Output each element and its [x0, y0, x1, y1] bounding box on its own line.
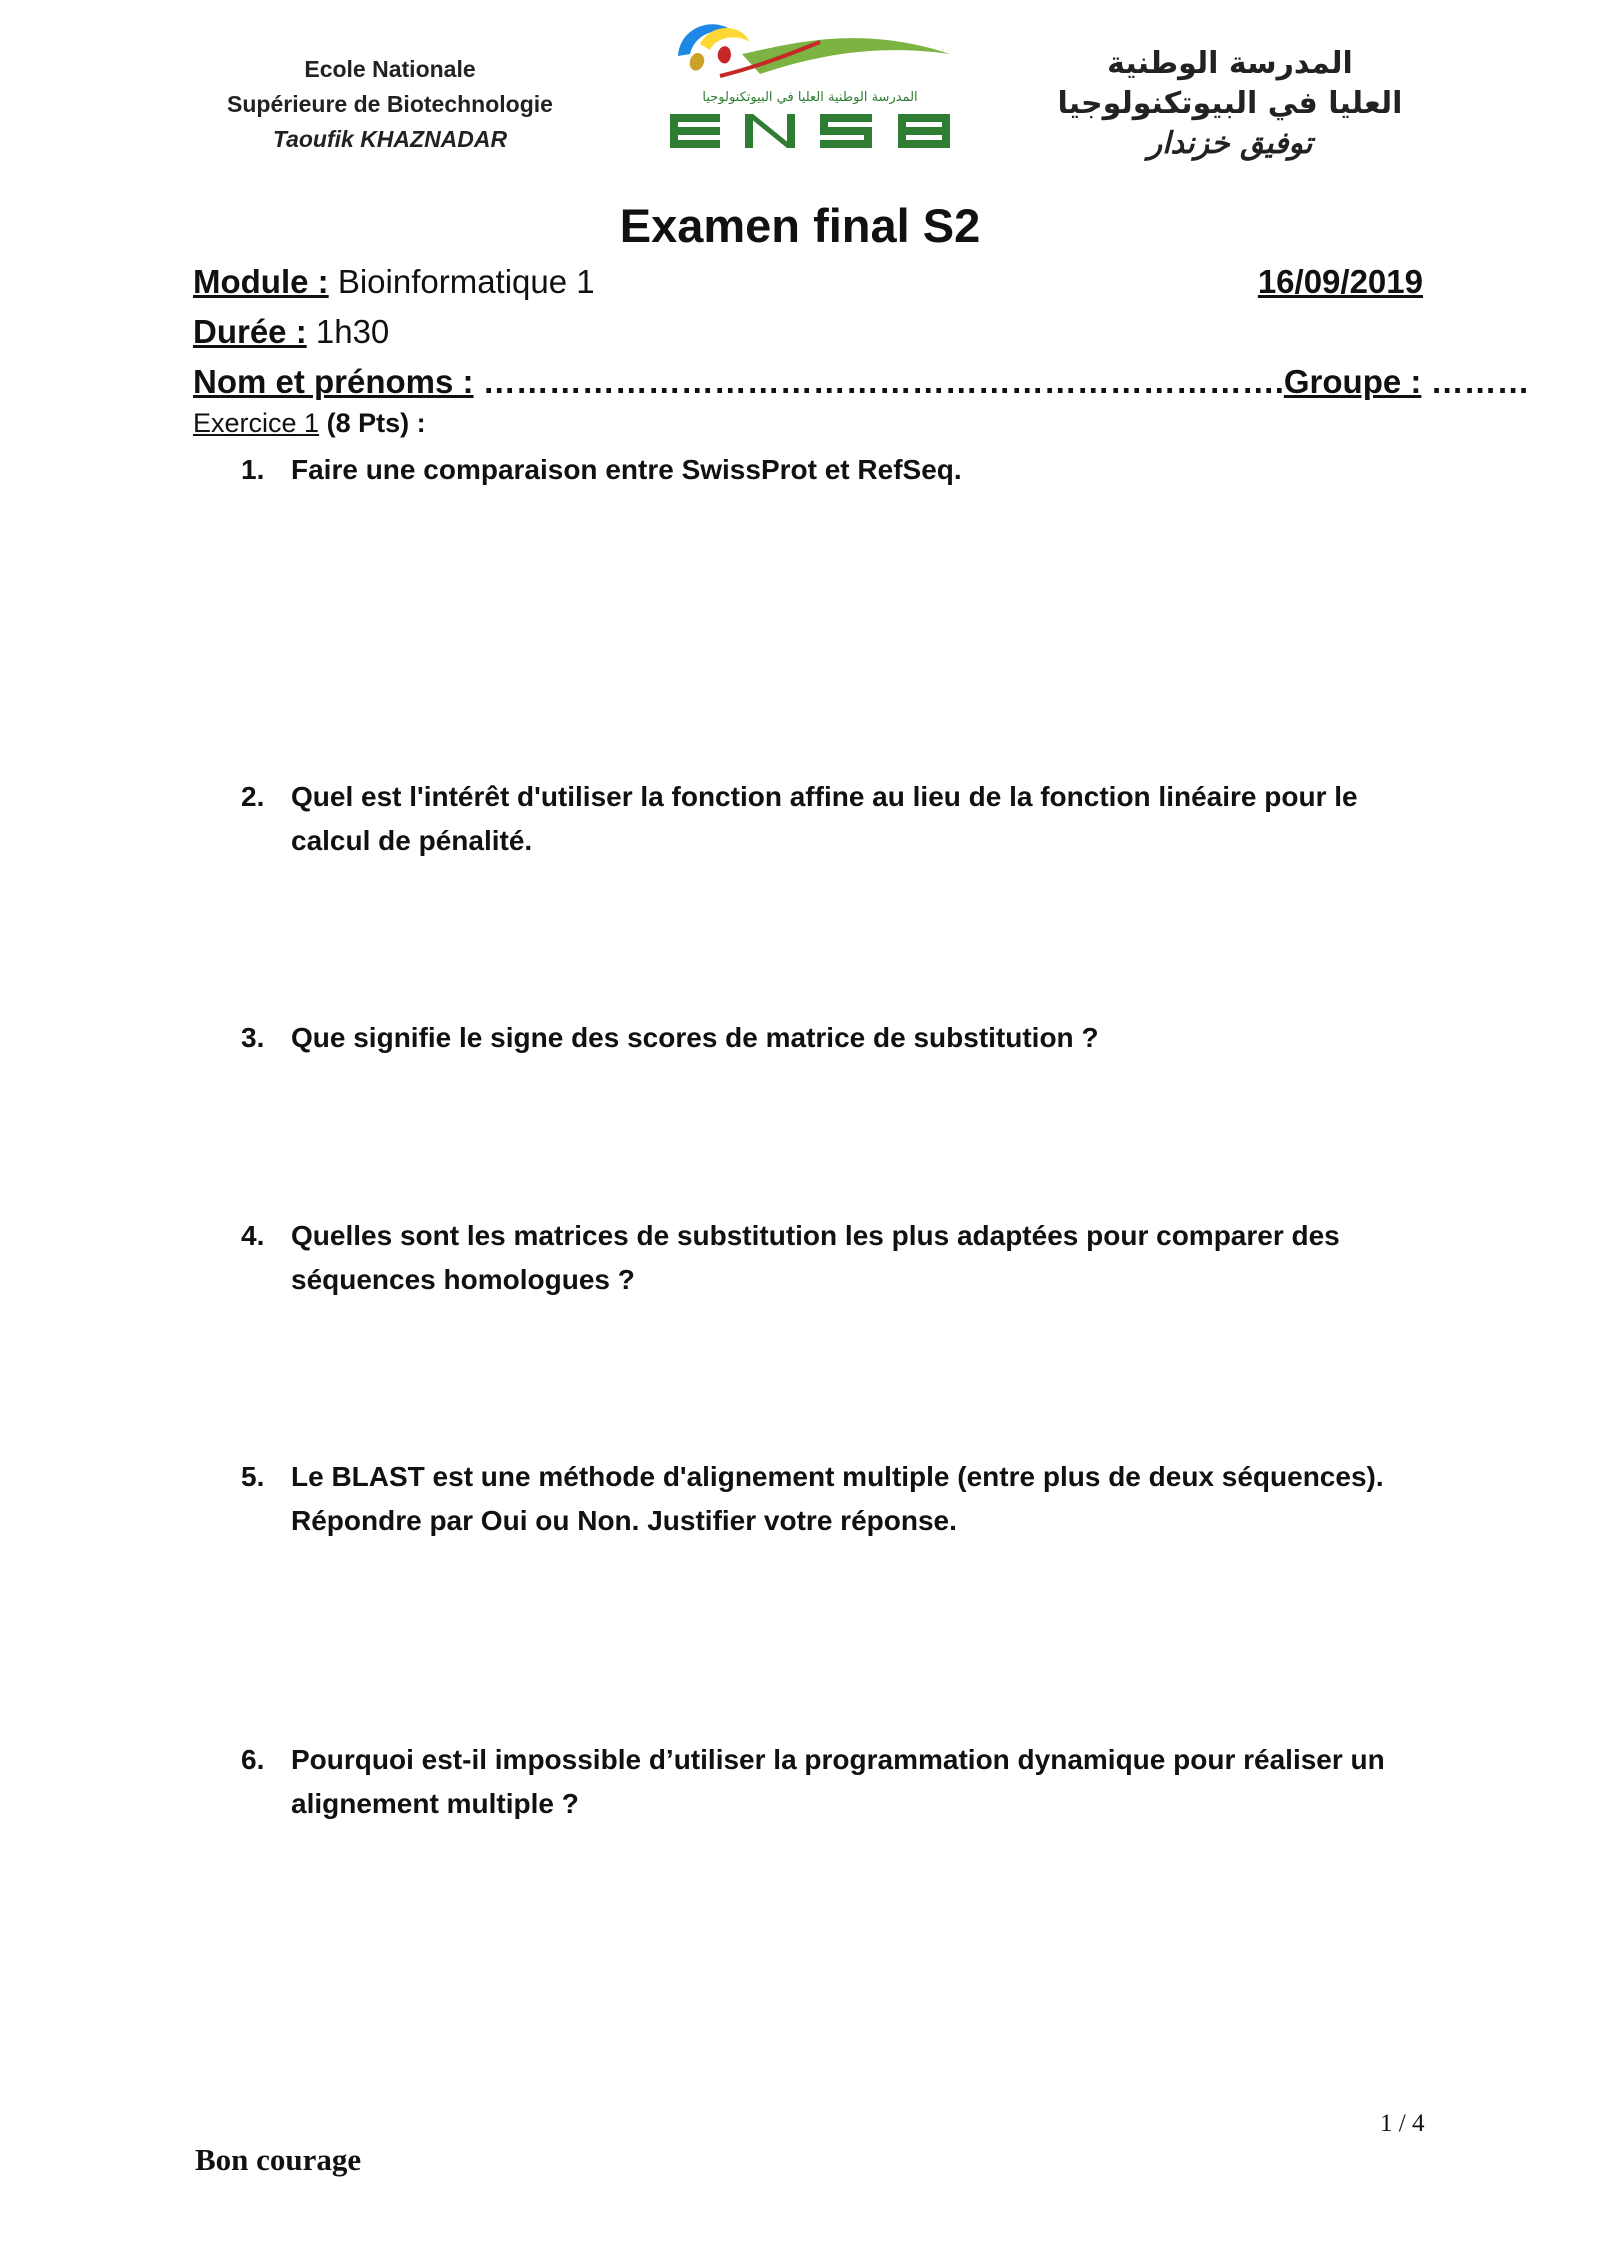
school-name-line-3: Taoufik KHAZNADAR [272, 126, 508, 152]
school-name-line-2: Supérieure de Biotechnologie [227, 91, 553, 117]
question-2 [241, 775, 1421, 863]
school-name-fr [170, 52, 610, 157]
question-text: Le BLAST est une méthode d'alignement multiple (entre plus de deux séquences). Répondre par Oui ou Non. Justifier votre réponse. [291, 1461, 1384, 1536]
school-name-ar [1020, 44, 1440, 164]
school-name-ar-line-1: المدرسة الوطنية [1107, 46, 1353, 81]
question-number: 2. [241, 781, 265, 812]
question-3 [241, 1016, 1421, 1060]
nom-label: Nom et prénoms : [193, 363, 474, 400]
module-value: Bioinformatique 1 [337, 263, 595, 300]
groupe-field[interactable] [1284, 362, 1530, 402]
question-1 [241, 448, 1421, 492]
question-number: 3. [241, 1022, 265, 1053]
question-text: Quel est l'intérêt d'utiliser la fonction affine au lieu de la fonction linéaire pour le calcul de pénalité. [291, 781, 1358, 856]
question-text: Faire une comparaison entre SwissProt et RefSeq. [291, 454, 962, 485]
exercise-label: Exercice 1 [193, 408, 320, 438]
duree-label: Durée : [193, 313, 307, 350]
nom-row [193, 362, 1530, 402]
question-number: 1. [241, 454, 265, 485]
school-name-line-1: Ecole Nationale [304, 56, 476, 82]
footer-text: Bon courage [195, 2142, 362, 2177]
school-name-ar-line-2: العليا في البيوتكنولوجيا [1057, 86, 1403, 121]
logo-arabic-caption: المدرسة الوطنية العليا في البيوتكنولوجيا [702, 90, 918, 105]
module-field [193, 262, 595, 302]
exam-date: 16/09/2019 [1257, 263, 1423, 300]
question-5 [241, 1455, 1421, 1543]
ensb-logo [660, 14, 960, 154]
question-number: 4. [241, 1220, 265, 1251]
nom-blank[interactable]: ………………………………………………………………. [482, 363, 1284, 400]
duree-row [193, 312, 1423, 352]
exercise-points: (8 Pts) : [326, 408, 426, 438]
question-4 [241, 1214, 1421, 1302]
module-row [193, 262, 1423, 302]
module-label: Module : [193, 263, 329, 300]
school-name-ar-line-3: توفيق خزندار [1147, 126, 1313, 161]
question-text: Pourquoi est-il impossible d’utiliser la programmation dynamique pour réaliser un alignement multiple ? [291, 1744, 1385, 1819]
nom-field[interactable] [193, 362, 1284, 402]
groupe-label: Groupe : [1283, 363, 1422, 400]
question-text: Que signifie le signe des scores de matrice de substitution ? [291, 1022, 1099, 1053]
exercise-heading [193, 408, 426, 439]
question-6 [241, 1738, 1421, 1826]
duree-value: 1h30 [315, 313, 390, 350]
exam-title: Examen final S2 [619, 199, 981, 252]
duree-field [193, 312, 389, 352]
page-number: 1 / 4 [1380, 2110, 1425, 2137]
question-number: 6. [241, 1744, 265, 1775]
groupe-blank[interactable]: ……… [1430, 363, 1530, 400]
question-text: Quelles sont les matrices de substitution les plus adaptées pour comparer des séquences homologues ? [291, 1220, 1340, 1295]
question-number: 5. [241, 1461, 265, 1492]
